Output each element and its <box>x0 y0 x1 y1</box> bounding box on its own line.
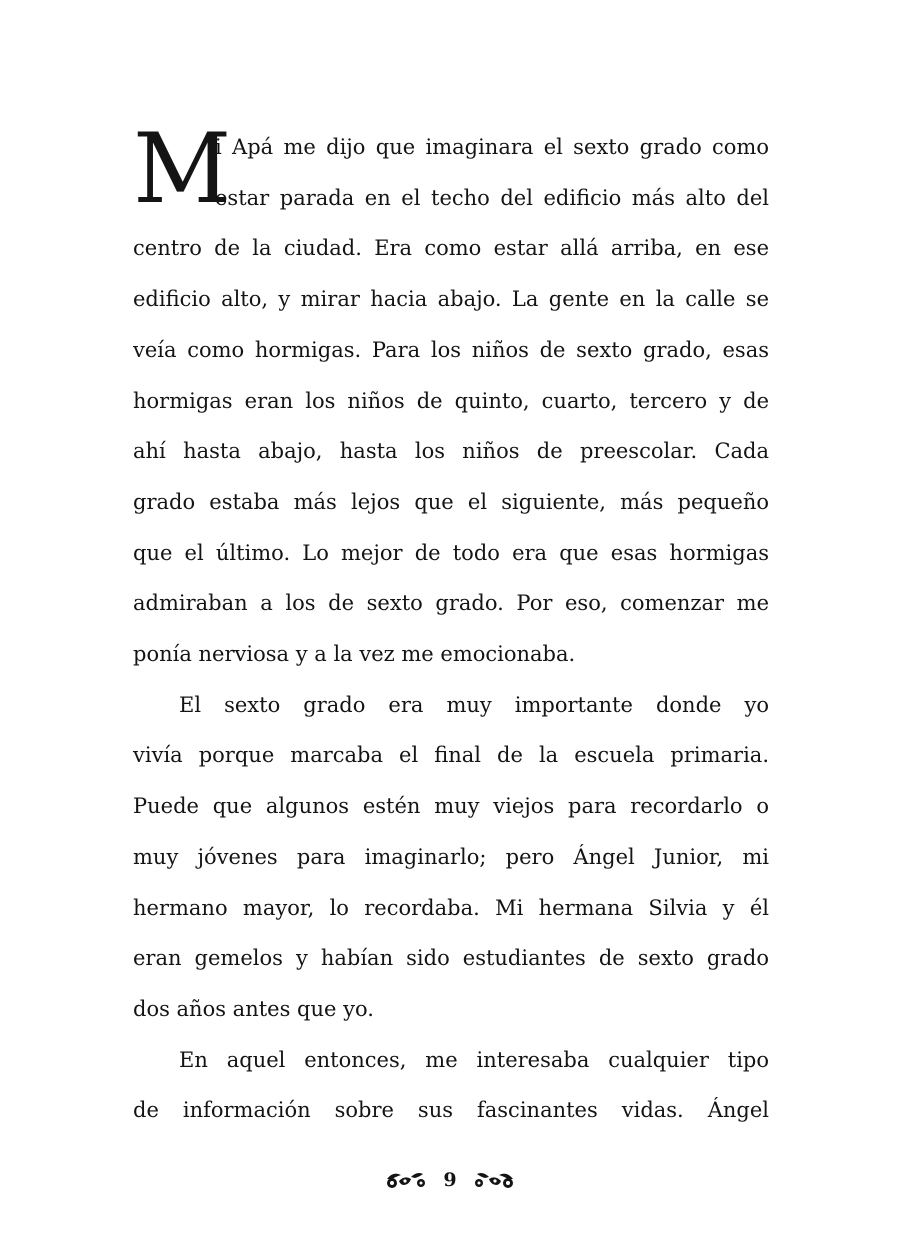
text-line: i Apá me dijo que imaginara el sexto grado como <box>215 135 769 159</box>
text-line: ahí hasta abajo, hasta los niños de preescolar. Cada <box>133 439 769 464</box>
text-line: de información sobre sus fascinantes vidas. Ángel <box>133 1098 769 1123</box>
text-line: hermano mayor, lo recordaba. Mi hermana Silvia y él <box>133 895 769 920</box>
text-line: El sexto grado era muy importante donde yo <box>179 692 769 717</box>
text-line: edificio alto, y mirar hacia abajo. La gente en la calle se <box>133 287 769 312</box>
paragraph-2 <box>133 680 769 1035</box>
text-line: En aquel entonces, me interesaba cualquier tipo <box>179 1047 769 1072</box>
floral-ornament-icon <box>471 1169 517 1191</box>
text-line: grado estaba más lejos que el siguiente, más pequeño <box>133 489 769 514</box>
text-line: vivía porque marcaba el final de la escuela primaria. <box>133 743 769 768</box>
text-line: ponía nerviosa y a la vez me emocionaba. <box>133 642 576 667</box>
paragraph-1 <box>133 113 769 680</box>
text-line: estar parada en el techo del edificio más alto del <box>215 185 769 210</box>
page-footer <box>0 1160 900 1200</box>
page-number: 9 <box>443 1169 457 1191</box>
floral-ornament-icon <box>383 1169 429 1191</box>
text-line: admiraban a los de sexto grado. Por eso, comenzar me <box>133 591 769 616</box>
text-line: centro de la ciudad. Era como estar allá arriba, en ese <box>133 236 769 261</box>
body-text <box>133 113 769 1136</box>
text-line: muy jóvenes para imaginarlo; pero Ángel Junior, mi <box>133 844 769 869</box>
text-line: que el último. Lo mejor de todo era que esas hormigas <box>133 540 769 565</box>
paragraph-3 <box>133 1035 769 1136</box>
text-line: dos años antes que yo. <box>133 996 374 1021</box>
text-line: Puede que algunos estén muy viejos para recordarlo o <box>133 794 769 819</box>
text-line: hormigas eran los niños de quinto, cuarto, tercero y de <box>133 388 769 413</box>
text-line: eran gemelos y habían sido estudiantes de sexto grado <box>133 946 769 971</box>
text-line: veía como hormigas. Para los niños de sexto grado, esas <box>133 337 769 362</box>
drop-cap: M <box>133 113 232 225</box>
